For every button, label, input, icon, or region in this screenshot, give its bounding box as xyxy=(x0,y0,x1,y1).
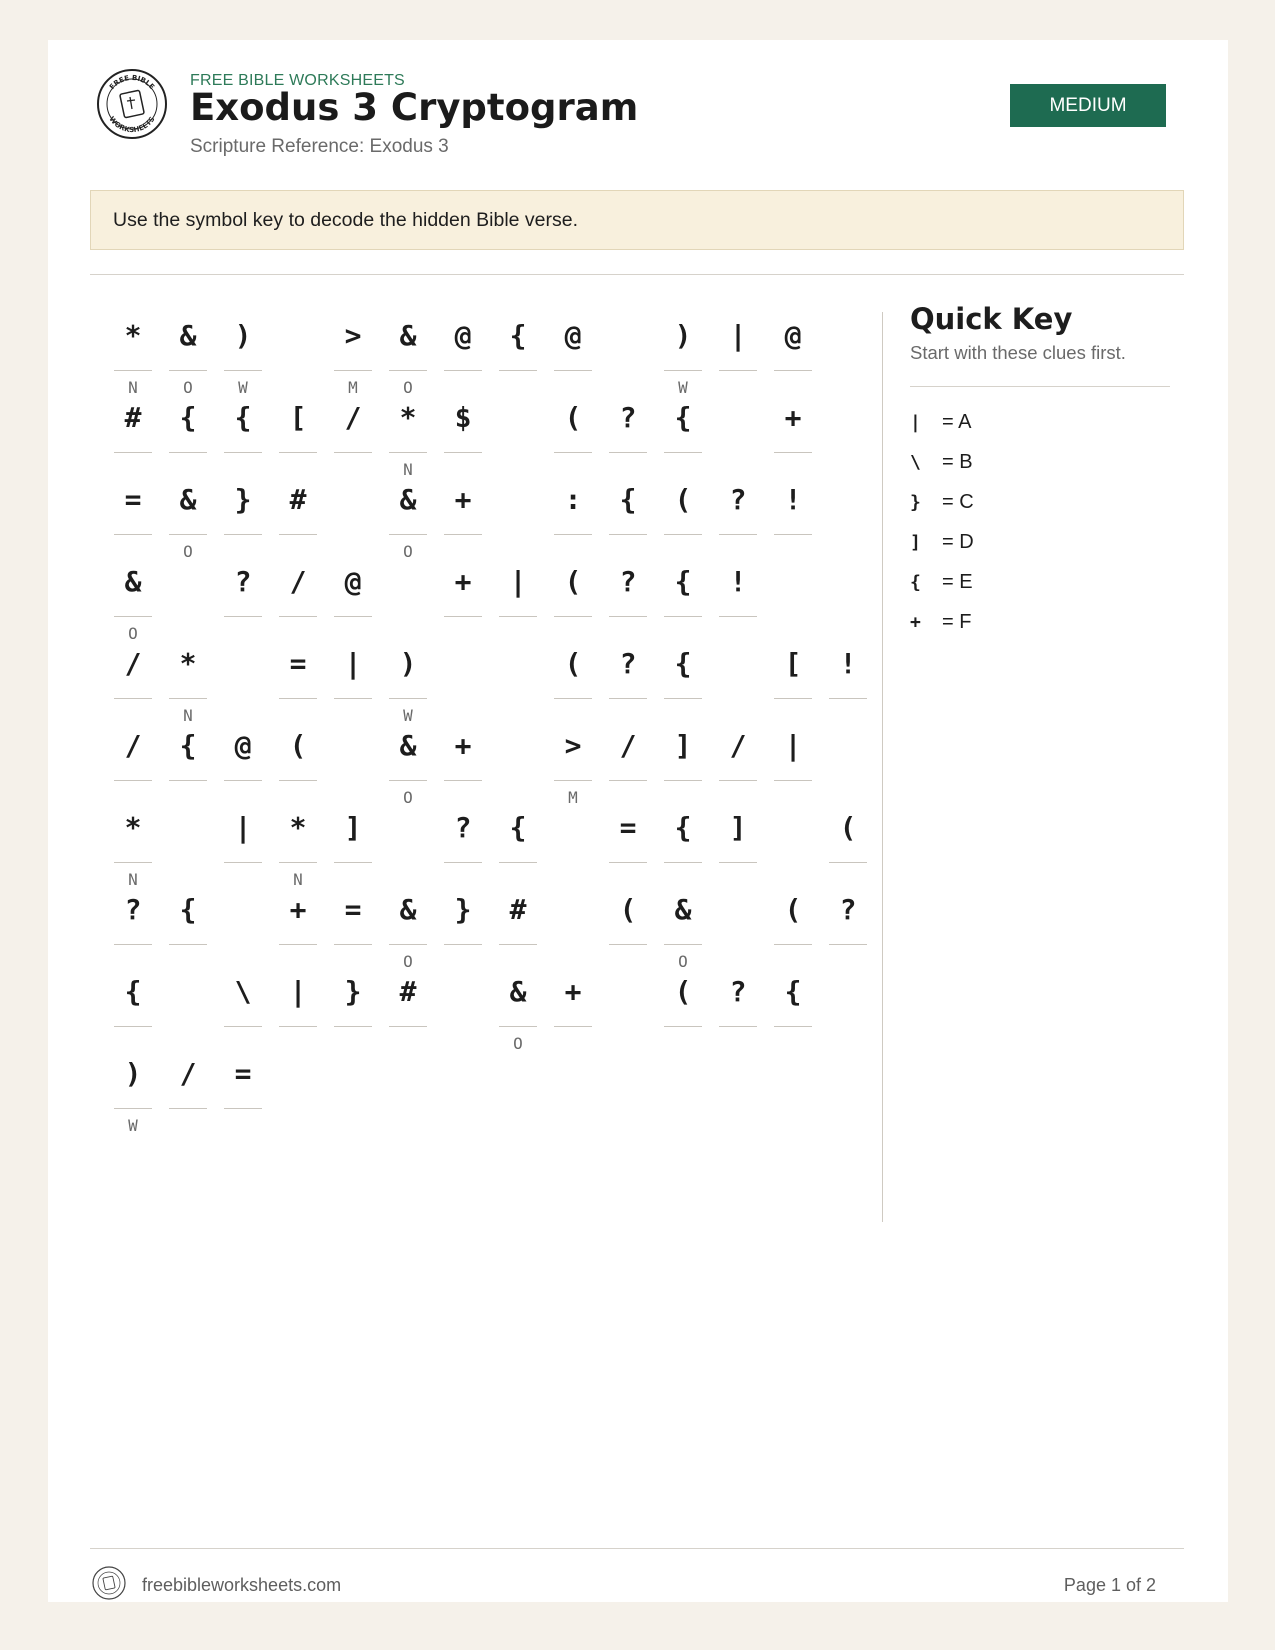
footer-logo xyxy=(92,1566,126,1600)
answer-line[interactable] xyxy=(114,1026,152,1027)
answer-line[interactable] xyxy=(554,616,592,617)
answer-line[interactable] xyxy=(554,370,592,371)
cipher-symbol: + xyxy=(454,728,472,762)
cipher-symbol: @ xyxy=(564,318,582,352)
cipher-symbol: { xyxy=(784,974,802,1008)
answer-line[interactable] xyxy=(774,698,812,699)
answer-line[interactable] xyxy=(664,616,702,617)
cipher-symbol: ? xyxy=(454,810,472,844)
cipher-symbol: } xyxy=(344,974,362,1008)
column-divider xyxy=(882,312,883,1222)
cipher-symbol: ( xyxy=(784,892,802,926)
cipher-symbol: ( xyxy=(619,892,637,926)
cipher-symbol: { xyxy=(179,892,197,926)
answer-line[interactable] xyxy=(224,616,262,617)
answer-line[interactable] xyxy=(554,780,592,781)
answer-line[interactable] xyxy=(389,370,427,371)
answer-line[interactable] xyxy=(499,370,537,371)
answer-line[interactable] xyxy=(334,370,372,371)
cipher-symbol: / xyxy=(124,728,142,762)
key-value: = E xyxy=(942,570,973,593)
cipher-symbol: & xyxy=(399,318,417,352)
answer-line[interactable] xyxy=(389,698,427,699)
footer-divider xyxy=(90,1548,1184,1549)
cipher-symbol: @ xyxy=(344,564,362,598)
answer-line[interactable] xyxy=(224,534,262,535)
answer-line[interactable] xyxy=(279,862,317,863)
svg-text:WORKSHEETS: WORKSHEETS xyxy=(107,115,157,135)
cipher-symbol: { xyxy=(674,810,692,844)
answer-line[interactable] xyxy=(389,780,427,781)
key-symbol: ] xyxy=(910,531,921,553)
answer-line[interactable] xyxy=(224,1026,262,1027)
key-symbol: + xyxy=(910,611,921,633)
answer-line[interactable] xyxy=(609,698,647,699)
cipher-symbol: : xyxy=(564,482,582,516)
cipher-symbol: { xyxy=(509,318,527,352)
answer-line[interactable] xyxy=(334,452,372,453)
answer-line[interactable] xyxy=(114,862,152,863)
cipher-symbol: = xyxy=(619,810,637,844)
cipher-symbol: / xyxy=(289,564,307,598)
answer-line[interactable] xyxy=(719,370,757,371)
revealed-letter: M xyxy=(568,788,578,807)
cipher-symbol: | xyxy=(509,564,527,598)
answer-line[interactable] xyxy=(279,944,317,945)
cipher-symbol: # xyxy=(124,400,142,434)
answer-line[interactable] xyxy=(774,370,812,371)
cipher-symbol: # xyxy=(509,892,527,926)
answer-line[interactable] xyxy=(114,1108,152,1109)
answer-line[interactable] xyxy=(169,944,207,945)
cipher-symbol: ? xyxy=(619,400,637,434)
cipher-symbol: \ xyxy=(234,974,252,1008)
cipher-symbol: [ xyxy=(289,400,307,434)
cipher-symbol: > xyxy=(564,728,582,762)
cipher-symbol: } xyxy=(454,892,472,926)
answer-line[interactable] xyxy=(829,862,867,863)
answer-line[interactable] xyxy=(609,780,647,781)
brand-label: FREE BIBLE WORKSHEETS xyxy=(190,72,405,89)
answer-line[interactable] xyxy=(719,616,757,617)
answer-line[interactable] xyxy=(774,944,812,945)
cipher-symbol: * xyxy=(124,810,142,844)
cipher-symbol: @ xyxy=(234,728,252,762)
answer-line[interactable] xyxy=(499,1026,537,1027)
revealed-letter: M xyxy=(348,378,358,397)
revealed-letter: O xyxy=(403,542,413,561)
quick-key-list xyxy=(910,402,1170,642)
key-symbol: | xyxy=(910,411,921,433)
cipher-symbol: { xyxy=(674,646,692,680)
quick-key-subtitle: Start with these clues first. xyxy=(910,342,1126,363)
answer-line[interactable] xyxy=(334,944,372,945)
cipher-symbol: & xyxy=(399,892,417,926)
answer-line[interactable] xyxy=(389,452,427,453)
free-bible-worksheets-logo xyxy=(96,68,168,140)
answer-line[interactable] xyxy=(334,862,372,863)
cipher-symbol: + xyxy=(289,892,307,926)
revealed-letter: N xyxy=(293,870,303,889)
revealed-letter: N xyxy=(128,870,138,889)
answer-line[interactable] xyxy=(169,780,207,781)
cipher-symbol: ! xyxy=(839,646,857,680)
answer-line[interactable] xyxy=(224,370,262,371)
answer-line[interactable] xyxy=(664,534,702,535)
cipher-symbol: ] xyxy=(729,810,747,844)
cipher-symbol: = xyxy=(234,1056,252,1090)
cipher-symbol: @ xyxy=(784,318,802,352)
key-value: = B xyxy=(942,450,973,473)
quick-key-title: Quick Key xyxy=(910,302,1073,336)
cipher-symbol: / xyxy=(179,1056,197,1090)
worksheet-page xyxy=(48,40,1228,1602)
cipher-symbol: * xyxy=(124,318,142,352)
answer-line[interactable] xyxy=(664,862,702,863)
answer-line[interactable] xyxy=(169,698,207,699)
cipher-symbol: ) xyxy=(124,1056,142,1090)
answer-line[interactable] xyxy=(774,780,812,781)
answer-line[interactable] xyxy=(609,944,647,945)
answer-line[interactable] xyxy=(389,1026,427,1027)
answer-line[interactable] xyxy=(389,944,427,945)
cipher-symbol: @ xyxy=(454,318,472,352)
footer-website: freebibleworksheets.com xyxy=(142,1575,342,1595)
answer-line[interactable] xyxy=(774,452,812,453)
answer-line[interactable] xyxy=(334,698,372,699)
answer-line[interactable] xyxy=(444,370,482,371)
cipher-symbol: { xyxy=(179,400,197,434)
answer-line[interactable] xyxy=(719,1026,757,1027)
answer-line[interactable] xyxy=(774,534,812,535)
cipher-symbol: | xyxy=(344,646,362,680)
cipher-symbol: { xyxy=(674,400,692,434)
cipher-symbol: ? xyxy=(234,564,252,598)
answer-line[interactable] xyxy=(664,944,702,945)
cipher-symbol: ] xyxy=(344,810,362,844)
key-symbol: \ xyxy=(910,451,921,473)
cipher-symbol: ! xyxy=(784,482,802,516)
answer-line[interactable] xyxy=(444,780,482,781)
scripture-reference: Scripture Reference: Exodus 3 xyxy=(190,136,449,157)
answer-line[interactable] xyxy=(114,534,152,535)
cipher-symbol: = xyxy=(124,482,142,516)
cipher-symbol: & xyxy=(179,318,197,352)
revealed-letter: W xyxy=(128,1116,138,1135)
cipher-symbol: & xyxy=(399,482,417,516)
cipher-symbol: & xyxy=(124,564,142,598)
quick-key-item xyxy=(910,602,1170,642)
cipher-symbol: ) xyxy=(399,646,417,680)
answer-line[interactable] xyxy=(554,698,592,699)
cipher-symbol: ( xyxy=(564,646,582,680)
cipher-symbol: * xyxy=(289,810,307,844)
cipher-symbol: ) xyxy=(674,318,692,352)
answer-line[interactable] xyxy=(554,452,592,453)
answer-line[interactable] xyxy=(829,698,867,699)
cipher-symbol: = xyxy=(344,892,362,926)
answer-line[interactable] xyxy=(609,862,647,863)
key-symbol: { xyxy=(910,571,921,593)
answer-line[interactable] xyxy=(444,452,482,453)
cipher-symbol: + xyxy=(454,482,472,516)
cipher-symbol: = xyxy=(289,646,307,680)
revealed-letter: O xyxy=(678,952,688,971)
answer-line[interactable] xyxy=(829,944,867,945)
quick-key-item xyxy=(910,562,1170,602)
answer-line[interactable] xyxy=(499,616,537,617)
answer-line[interactable] xyxy=(279,1026,317,1027)
quick-key-divider xyxy=(910,386,1170,387)
cipher-symbol: $ xyxy=(454,400,472,434)
difficulty-badge: MEDIUM xyxy=(1010,84,1166,127)
answer-line[interactable] xyxy=(114,452,152,453)
answer-line[interactable] xyxy=(334,1026,372,1027)
revealed-letter: O xyxy=(513,1034,523,1053)
answer-line[interactable] xyxy=(169,534,207,535)
answer-line[interactable] xyxy=(224,1108,262,1109)
cipher-symbol: | xyxy=(729,318,747,352)
cipher-symbol: | xyxy=(234,810,252,844)
cipher-symbol: / xyxy=(619,728,637,762)
answer-line[interactable] xyxy=(554,1026,592,1027)
cipher-symbol: { xyxy=(179,728,197,762)
answer-line[interactable] xyxy=(609,452,647,453)
cipher-symbol: / xyxy=(124,646,142,680)
key-value: = D xyxy=(942,530,974,553)
cipher-symbol: # xyxy=(399,974,417,1008)
quick-key-item xyxy=(910,522,1170,562)
answer-line[interactable] xyxy=(114,370,152,371)
cipher-symbol: { xyxy=(674,564,692,598)
answer-line[interactable] xyxy=(444,616,482,617)
answer-line[interactable] xyxy=(169,452,207,453)
cipher-symbol: / xyxy=(344,400,362,434)
cipher-symbol: + xyxy=(454,564,472,598)
key-symbol: } xyxy=(910,491,921,513)
cipher-symbol: ? xyxy=(729,974,747,1008)
answer-line[interactable] xyxy=(114,698,152,699)
cipher-symbol: ! xyxy=(729,564,747,598)
answer-line[interactable] xyxy=(169,370,207,371)
answer-line[interactable] xyxy=(664,780,702,781)
answer-line[interactable] xyxy=(279,780,317,781)
instructions-text: Use the symbol key to decode the hidden Bible verse. xyxy=(113,208,579,231)
key-value: = A xyxy=(942,410,972,433)
cipher-symbol: + xyxy=(564,974,582,1008)
answer-line[interactable] xyxy=(664,698,702,699)
cryptogram-grid xyxy=(114,306,874,1206)
cipher-symbol: ( xyxy=(674,482,692,516)
answer-line[interactable] xyxy=(114,944,152,945)
key-value: = C xyxy=(942,490,974,513)
revealed-letter: O xyxy=(403,788,413,807)
answer-line[interactable] xyxy=(224,862,262,863)
answer-line[interactable] xyxy=(169,1108,207,1109)
answer-line[interactable] xyxy=(114,616,152,617)
answer-line[interactable] xyxy=(554,534,592,535)
cipher-symbol: & xyxy=(509,974,527,1008)
cipher-symbol: ( xyxy=(564,400,582,434)
answer-line[interactable] xyxy=(609,616,647,617)
answer-line[interactable] xyxy=(499,862,537,863)
cipher-symbol: { xyxy=(619,482,637,516)
answer-line[interactable] xyxy=(389,534,427,535)
cipher-symbol: ( xyxy=(289,728,307,762)
cipher-symbol: { xyxy=(234,400,252,434)
cipher-symbol: ? xyxy=(619,646,637,680)
cipher-symbol: ? xyxy=(619,564,637,598)
answer-line[interactable] xyxy=(444,944,482,945)
cipher-symbol: { xyxy=(124,974,142,1008)
answer-line[interactable] xyxy=(719,534,757,535)
revealed-letter: W xyxy=(238,378,248,397)
cipher-symbol: ? xyxy=(839,892,857,926)
revealed-letter: O xyxy=(403,952,413,971)
cipher-symbol: > xyxy=(344,318,362,352)
cipher-symbol: ( xyxy=(674,974,692,1008)
answer-line[interactable] xyxy=(114,780,152,781)
page-number: Page 1 of 2 xyxy=(1063,1575,1156,1595)
answer-line[interactable] xyxy=(279,452,317,453)
answer-line[interactable] xyxy=(224,452,262,453)
quick-key-item xyxy=(910,442,1170,482)
answer-line[interactable] xyxy=(444,534,482,535)
cipher-symbol: & xyxy=(179,482,197,516)
answer-line[interactable] xyxy=(664,452,702,453)
answer-line[interactable] xyxy=(279,698,317,699)
cipher-symbol: [ xyxy=(784,646,802,680)
revealed-letter: W xyxy=(403,706,413,725)
cipher-symbol: # xyxy=(289,482,307,516)
cipher-symbol: | xyxy=(289,974,307,1008)
svg-text:FREE BIBLE: FREE BIBLE xyxy=(108,73,156,92)
revealed-letter: N xyxy=(128,378,138,397)
cipher-symbol: ] xyxy=(674,728,692,762)
instructions-box xyxy=(90,190,1184,250)
answer-line[interactable] xyxy=(279,616,317,617)
cipher-symbol: | xyxy=(784,728,802,762)
revealed-letter: N xyxy=(183,706,193,725)
answer-line[interactable] xyxy=(609,534,647,535)
cipher-symbol: & xyxy=(674,892,692,926)
cipher-symbol: * xyxy=(399,400,417,434)
quick-key-item xyxy=(910,482,1170,522)
revealed-letter: O xyxy=(403,378,413,397)
revealed-letter: N xyxy=(403,460,413,479)
revealed-letter: O xyxy=(128,624,138,643)
quick-key-item xyxy=(910,402,1170,442)
cipher-symbol: ) xyxy=(234,318,252,352)
answer-line[interactable] xyxy=(334,616,372,617)
cipher-symbol: { xyxy=(509,810,527,844)
cipher-symbol: ? xyxy=(729,482,747,516)
cipher-symbol: + xyxy=(784,400,802,434)
key-value: = F xyxy=(942,610,972,633)
cipher-symbol: & xyxy=(399,728,417,762)
answer-line[interactable] xyxy=(719,862,757,863)
answer-line[interactable] xyxy=(279,534,317,535)
cipher-symbol: } xyxy=(234,482,252,516)
page-title: Exodus 3 Cryptogram xyxy=(190,86,639,129)
revealed-letter: O xyxy=(183,378,193,397)
cipher-symbol: / xyxy=(729,728,747,762)
cipher-symbol: ? xyxy=(124,892,142,926)
answer-line[interactable] xyxy=(499,944,537,945)
cipher-symbol: ( xyxy=(839,810,857,844)
answer-line[interactable] xyxy=(664,370,702,371)
answer-line[interactable] xyxy=(719,780,757,781)
revealed-letter: W xyxy=(678,378,688,397)
answer-line[interactable] xyxy=(444,862,482,863)
answer-line[interactable] xyxy=(664,1026,702,1027)
header-divider xyxy=(90,274,1184,275)
revealed-letter: O xyxy=(183,542,193,561)
answer-line[interactable] xyxy=(224,780,262,781)
answer-line[interactable] xyxy=(774,1026,812,1027)
cipher-symbol: ( xyxy=(564,564,582,598)
cipher-symbol: * xyxy=(179,646,197,680)
